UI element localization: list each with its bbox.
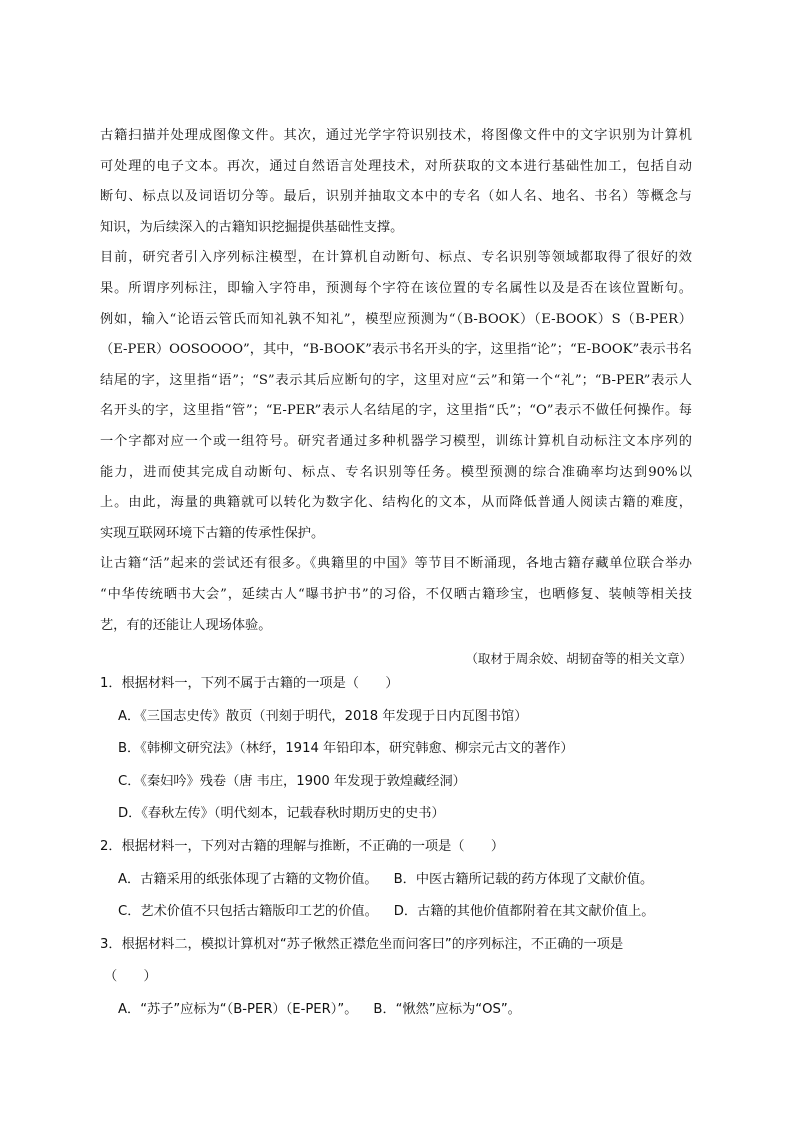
option-a: A．古籍采用的纸张体现了古籍的文物价值。 xyxy=(118,871,378,887)
option-b: B．《韩柳文研究法》（林纾，1914 年铅印本，研究韩愈、柳宗元古文的著作） xyxy=(118,741,574,757)
passage-line: 能力，进而使其完成自动断句、标点、专名识别等任务。模型预测的综合准确率均达到90%以 xyxy=(100,464,692,480)
source-citation: （取材于周余姣、胡韧奋等的相关文章） xyxy=(465,651,692,667)
option-row xyxy=(100,864,700,897)
passage-line: 让古籍“活”起来的尝试还有很多。《典籍里的中国》等节目不断涌现，各地古籍存藏单位联合举办 xyxy=(100,556,692,572)
passage-line: 实现互联网环境下古籍的传承性保护。 xyxy=(100,525,325,541)
question-stem: 3．根据材料二，模拟计算机对“苏子愀然正襟危坐而问客曰”的序列标注，不正确的一项是 xyxy=(100,936,624,952)
option-c: C．艺术价值不只包括古籍版印工艺的价值。 xyxy=(118,904,378,920)
passage-line: 目前，研究者引入序列标注模型，在计算机自动断句、标点、专名识别等领域都取得了很好的效 xyxy=(100,250,692,266)
option-row xyxy=(100,896,700,929)
passage-line: 上。由此，海量的典籍就可以转化为数字化、结构化的文本，从而降低普通人阅读古籍的难度， xyxy=(100,495,692,511)
question-stem: 2．根据材料一，下列对古籍的理解与推断，不正确的一项是（ ） xyxy=(100,838,505,854)
option-d: D．古籍的其他价值都附着在其文献价值上。 xyxy=(393,904,655,920)
option-a: A．“苏子”应标为“（B-PER）（E-PER）”。 xyxy=(118,1001,358,1017)
passage-line: 断句、标点以及词语切分等。最后，识别并抽取文本中的专名（如人名、地名、书名）等概念与 xyxy=(100,189,692,205)
option-b: B．“愀然”应标为“OS”。 xyxy=(373,1001,521,1017)
passage-line: 古籍扫描并处理成图像文件。其次，通过光学字符识别技术，将图像文件中的文字识别为计算机 xyxy=(100,128,692,143)
passage-line: 知识，为后续深入的古籍知识挖掘提供基础性支撑。 xyxy=(100,219,404,235)
question-3 xyxy=(100,929,700,1027)
question-2 xyxy=(100,831,700,929)
question-1 xyxy=(100,668,700,831)
passage-line: （E-PER）OOSOOOO”，其中，“B-BOOK”表示书名开头的字，这里指“论”；“E-BOOK”表示书名 xyxy=(100,342,692,358)
passage-line: 可处理的电子文本。再次，通过自然语言处理技术，对所获取的文本进行基础性加工，包括自动 xyxy=(100,158,692,174)
reading-passage xyxy=(100,121,692,674)
option-row xyxy=(100,994,700,1027)
option-b: B．中医古籍所记载的药方体现了文献价值。 xyxy=(393,871,654,887)
passage-line: 结尾的字，这里指“语”；“S”表示其后应断句的字，这里对应“云”和第一个“礼”；“B-PER”表示人 xyxy=(100,372,692,388)
passage-line: 例如，输入“论语云管氏而知礼孰不知礼”，模型应预测为“（B-BOOK）（E-BOOK）S（B-PER） xyxy=(100,311,692,327)
passage-line: 名开头的字，这里指“管”；“E-PER”表示人名结尾的字，这里指“氏”；“O”表示不做任何操作。每 xyxy=(100,403,692,419)
option-d: D．《春秋左传》（明代刻本，记载春秋时期历史的史书） xyxy=(118,806,445,822)
option-c: C．《秦妇吟》残卷（唐 韦庄，1900 年发现于敦煌藏经洞） xyxy=(118,773,466,789)
question-list xyxy=(100,668,700,1027)
passage-line: 一个字都对应一个或一组符号。研究者通过多种机器学习模型，训练计算机自动标注文本序列的 xyxy=(100,433,692,449)
passage-line: “中华传统晒书大会”，延续古人“曝书护书”的习俗，不仅晒古籍珍宝，也晒修复、装帧等相关技 xyxy=(100,586,692,602)
passage-line: 艺，有的还能让人现场体验。 xyxy=(100,617,272,633)
passage-line: 果。所谓序列标注，即输入字符串，预测每个字符在该位置的专名属性以及是否在该位置断句。 xyxy=(100,280,692,296)
answer-parentheses: （ ） xyxy=(104,969,157,985)
question-stem: 1．根据材料一，下列不属于古籍的一项是（ ） xyxy=(100,676,399,691)
option-a: A．《三国志史传》散页（刊刻于明代，2018 年发现于日内瓦图书馆） xyxy=(118,708,528,724)
